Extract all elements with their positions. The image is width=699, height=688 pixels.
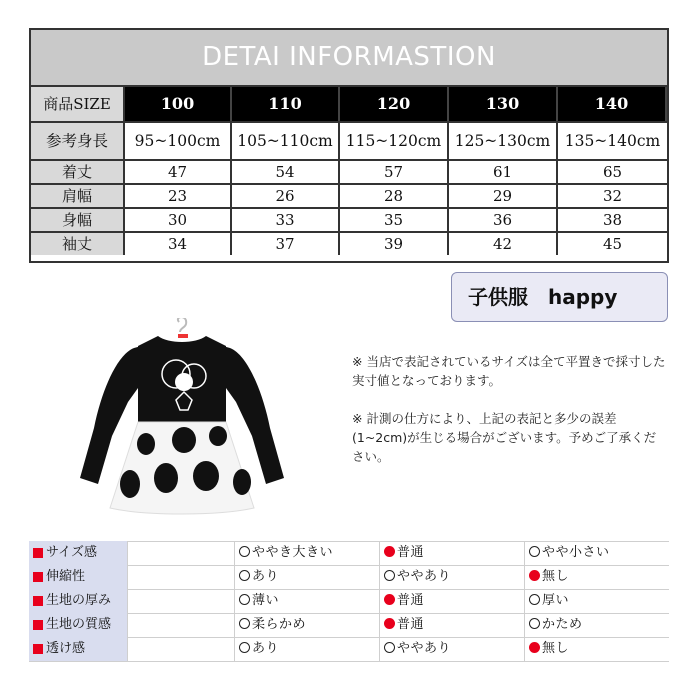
- feature-option: やや小さい: [524, 541, 669, 565]
- feature-option-selected: 無し: [524, 637, 669, 661]
- feature-label: 生地の質感: [29, 613, 127, 637]
- size-header-label: 商品SIZE: [31, 87, 125, 121]
- measurement-cell: 36: [449, 209, 558, 231]
- size-cell: 140: [558, 87, 667, 121]
- feature-option: ややあり: [379, 565, 524, 589]
- feature-option: ややき大きい: [234, 541, 379, 565]
- empty-circle-icon: [239, 594, 250, 605]
- red-square-icon: [33, 596, 43, 606]
- measurement-cell: 34: [125, 233, 232, 255]
- feature-option-selected: 普通: [379, 541, 524, 565]
- red-square-icon: [33, 548, 43, 558]
- size-table: [29, 28, 669, 263]
- measurement-cell: 57: [340, 161, 449, 183]
- empty-circle-icon: [239, 570, 250, 581]
- measurement-cell: 54: [232, 161, 340, 183]
- table-title: DETAI INFORMASTION: [31, 30, 667, 87]
- height-cell: 95~100cm: [125, 123, 232, 159]
- feature-label: 伸縮性: [29, 565, 127, 589]
- feature-row: [29, 613, 669, 638]
- feature-option: 柔らかめ: [234, 613, 379, 637]
- size-cell: 110: [232, 87, 340, 121]
- filled-circle-icon: [384, 594, 395, 605]
- measurement-cell: 39: [340, 233, 449, 255]
- label-tag: [178, 334, 188, 338]
- height-cell: 115~120cm: [340, 123, 449, 159]
- measurement-cell: 37: [232, 233, 340, 255]
- measurement-cell: 47: [125, 161, 232, 183]
- red-square-icon: [33, 644, 43, 654]
- filled-circle-icon: [384, 546, 395, 557]
- measurement-cell: 28: [340, 185, 449, 207]
- feature-option-selected: 無し: [524, 565, 669, 589]
- measurement-cell: 61: [449, 161, 558, 183]
- measurement-label: 身幅: [31, 209, 125, 231]
- measurement-cell: 38: [602, 211, 623, 229]
- feature-option: あり: [234, 637, 379, 661]
- feature-label: 透け感: [29, 637, 127, 661]
- empty-circle-icon: [384, 570, 395, 581]
- measurement-row: [31, 233, 667, 255]
- height-row: [31, 123, 667, 161]
- size-header-row: [31, 87, 667, 123]
- measurement-cell: 65: [602, 163, 623, 181]
- measurement-cell: 33: [232, 209, 340, 231]
- feature-option-selected: 普通: [379, 613, 524, 637]
- hanger-hook: [178, 318, 186, 332]
- feature-option: 薄い: [234, 589, 379, 613]
- size-cell: 120: [340, 87, 449, 121]
- feature-label: 生地の厚み: [29, 589, 127, 613]
- measurement-cell: 29: [449, 185, 558, 207]
- feature-option: あり: [234, 565, 379, 589]
- feature-row: [29, 637, 669, 662]
- feature-option: 厚い: [524, 589, 669, 613]
- measurement-cell: 35: [340, 209, 449, 231]
- empty-circle-icon: [239, 642, 250, 653]
- feature-option-selected: 普通: [379, 589, 524, 613]
- empty-circle-icon: [529, 594, 540, 605]
- feature-spacer: [127, 541, 234, 565]
- measurement-row: [31, 161, 667, 185]
- measurement-cell: 32: [602, 187, 623, 205]
- filled-circle-icon: [529, 642, 540, 653]
- empty-circle-icon: [384, 642, 395, 653]
- dress-product-image: [58, 318, 308, 528]
- filled-circle-icon: [529, 570, 540, 581]
- feature-option: ややあり: [379, 637, 524, 661]
- feature-option: かため: [524, 613, 669, 637]
- shop-badge: 子供服 happy: [451, 272, 668, 322]
- feature-spacer: [127, 613, 234, 637]
- measurement-cell: 30: [125, 209, 232, 231]
- feature-row: [29, 589, 669, 614]
- measurement-cell: 42: [449, 233, 558, 255]
- measurement-label: 袖丈: [31, 233, 125, 255]
- feature-row: [29, 541, 669, 566]
- feature-table: [29, 541, 669, 661]
- height-cell: 135~140cm: [558, 123, 667, 159]
- size-cell: 100: [125, 87, 232, 121]
- feature-spacer: [127, 589, 234, 613]
- measurement-row: [31, 185, 667, 209]
- height-cell: 125~130cm: [449, 123, 558, 159]
- measurement-cell: 45: [602, 235, 623, 253]
- size-cell: 130: [449, 87, 558, 121]
- empty-circle-icon: [529, 618, 540, 629]
- empty-circle-icon: [529, 546, 540, 557]
- feature-row: [29, 565, 669, 590]
- height-cell: 105~110cm: [232, 123, 340, 159]
- note-tolerance: ※ 計測の仕方により、上記の表記と多少の誤差(1~2cm)が生じる場合がございます。予めご了承ください。: [352, 411, 657, 464]
- red-square-icon: [33, 620, 43, 630]
- feature-label: サイズ感: [29, 541, 127, 565]
- note-measurement: ※ 当店で表記されているサイズは全て平置きで採寸した実寸値となっております。: [352, 354, 666, 388]
- height-label: 参考身長: [31, 123, 125, 159]
- feature-spacer: [127, 637, 234, 661]
- feature-spacer: [127, 565, 234, 589]
- red-square-icon: [33, 572, 43, 582]
- measurement-cell: 23: [125, 185, 232, 207]
- measurement-label: 肩幅: [31, 185, 125, 207]
- filled-circle-icon: [384, 618, 395, 629]
- empty-circle-icon: [239, 618, 250, 629]
- measurement-label: 着丈: [31, 161, 125, 183]
- empty-circle-icon: [239, 546, 250, 557]
- measurement-row: [31, 209, 667, 233]
- measurement-cell: 26: [232, 185, 340, 207]
